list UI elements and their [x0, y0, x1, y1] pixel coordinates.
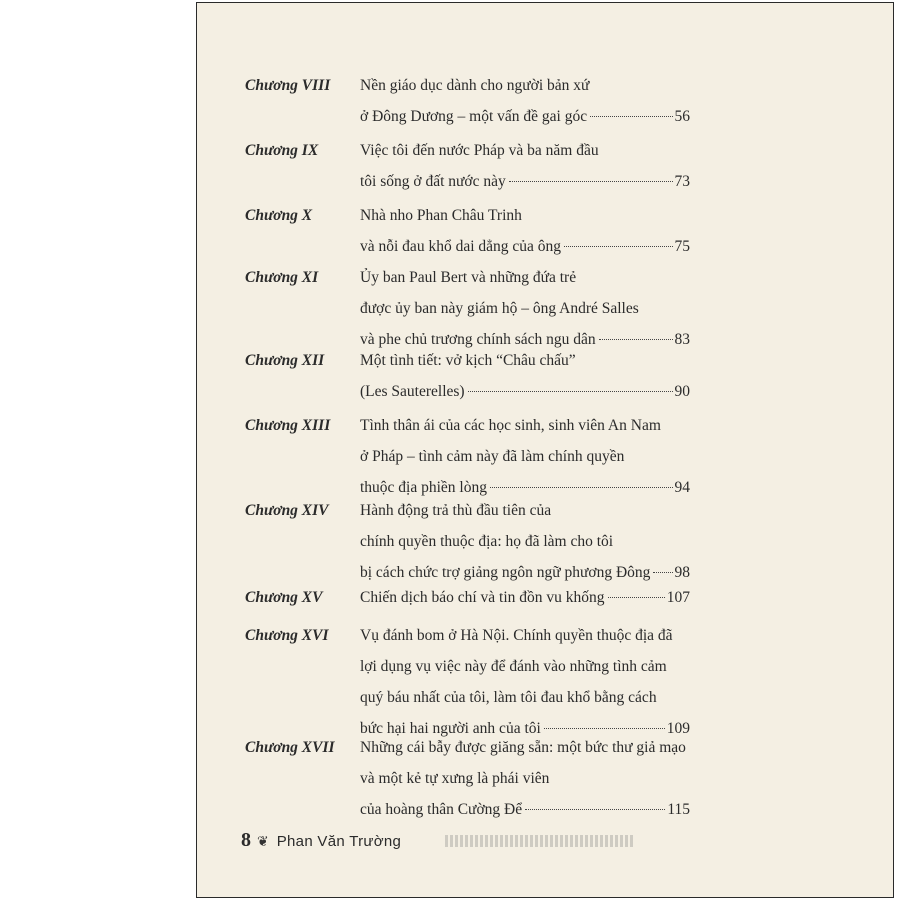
title-line-text: thuộc địa phiền lòng: [360, 479, 487, 496]
page-ref: 83: [674, 331, 690, 348]
title-line: Việc tôi đến nước Pháp và ba năm đầu: [360, 142, 599, 159]
title-line: Ủy ban Paul Bert và những đứa trẻ: [360, 269, 577, 286]
chapter-title: [360, 413, 690, 506]
dot-leader: [564, 246, 672, 247]
chapter-title: [360, 623, 690, 747]
chapter-label: Chương XI: [245, 269, 319, 286]
title-line: Nhà nho Phan Châu Trinh: [360, 207, 522, 224]
title-line: Hành động trả thù đầu tiên của: [360, 502, 552, 519]
dot-leader: [608, 597, 665, 598]
title-line: Nền giáo dục dành cho người bản xứ: [360, 77, 590, 94]
chapter-label: Chương VIII: [245, 77, 331, 94]
title-line: ở Pháp – tình cảm này đã làm chính quyền: [360, 448, 625, 465]
chapter-label: Chương XVII: [245, 739, 335, 756]
title-line: và một kẻ tự xưng là phái viên: [360, 770, 550, 787]
title-line: quý báu nhất của tôi, làm tôi đau khổ bằng cách: [360, 689, 657, 706]
page-ref: 107: [666, 589, 690, 606]
title-line: được ủy ban này giám hộ – ông André Salles: [360, 300, 639, 317]
page-ref: 75: [674, 238, 690, 255]
title-line-text: bức hại hai người anh của tôi: [360, 720, 541, 737]
title-line: Vụ đánh bom ở Hà Nội. Chính quyền thuộc địa đã: [360, 627, 673, 644]
chapter-title: [360, 498, 690, 591]
title-line-text: bị cách chức trợ giảng ngôn ngữ phương Đông: [360, 564, 651, 581]
page-ref: 90: [674, 383, 690, 400]
author-name: Phan Văn Trường: [276, 833, 402, 850]
dot-leader: [544, 728, 665, 729]
book-page: [196, 2, 894, 898]
chapter-title: [360, 73, 690, 135]
page-ref: 56: [674, 108, 690, 125]
title-line: [360, 234, 690, 265]
title-line: chính quyền thuộc địa: họ đã làm cho tôi: [360, 533, 614, 550]
chapter-title: [360, 735, 690, 828]
dot-leader: [468, 391, 673, 392]
title-line-text: ở Đông Dương – một vấn đề gai góc: [360, 108, 588, 125]
page-ref: 94: [674, 479, 690, 496]
chapter-label: Chương X: [245, 207, 313, 224]
page-ref: 98: [674, 564, 690, 581]
title-line-text: (Les Sauterelles): [360, 383, 465, 400]
chapter-title: [360, 265, 690, 358]
dot-leader: [509, 181, 673, 182]
page-ref: 115: [667, 801, 690, 818]
ornament-icon: ❦: [257, 835, 269, 850]
title-line-text: của hoàng thân Cường Để: [360, 801, 523, 818]
title-line-text: tôi sống ở đất nước này: [360, 173, 506, 190]
title-line: [360, 104, 690, 135]
chapter-label: Chương IX: [245, 142, 319, 159]
dot-leader: [590, 116, 672, 117]
chapter-label: Chương XIII: [245, 417, 331, 434]
chapter-title: [360, 203, 690, 265]
dot-leader: [653, 572, 672, 573]
title-line: [360, 585, 690, 616]
bleed-through-text: [445, 835, 635, 847]
dot-leader: [599, 339, 673, 340]
title-line: [360, 797, 690, 828]
title-line: Một tình tiết: vở kịch “Châu chấu”: [360, 352, 576, 369]
chapter-label: Chương XV: [245, 589, 323, 606]
title-line: Tình thân ái của các học sinh, sinh viên An Nam: [360, 417, 661, 434]
dot-leader: [490, 487, 673, 488]
title-line: Những cái bẫy được giăng sẵn: một bức thư giả mạo: [360, 739, 686, 756]
page-number: 8: [241, 829, 251, 851]
page-ref: 109: [666, 720, 690, 737]
title-line: [360, 169, 690, 200]
chapter-label: Chương XVI: [245, 627, 329, 644]
chapter-label: Chương XIV: [245, 502, 329, 519]
title-line-text: và phe chủ trương chính sách ngu dân: [360, 331, 596, 348]
chapter-label: Chương XII: [245, 352, 325, 369]
chapter-title: [360, 138, 690, 200]
page-footer: [241, 829, 401, 852]
page-ref: 73: [674, 173, 690, 190]
dot-leader: [525, 809, 665, 810]
title-line-text: Chiến dịch báo chí và tin đồn vu khống: [360, 589, 605, 606]
chapter-title: [360, 348, 690, 410]
title-line: [360, 379, 690, 410]
chapter-title: [360, 585, 690, 616]
title-line: lợi dụng vụ việc này để đánh vào những tình cảm: [360, 658, 667, 675]
title-line-text: và nỗi đau khổ dai dẳng của ông: [360, 238, 562, 255]
